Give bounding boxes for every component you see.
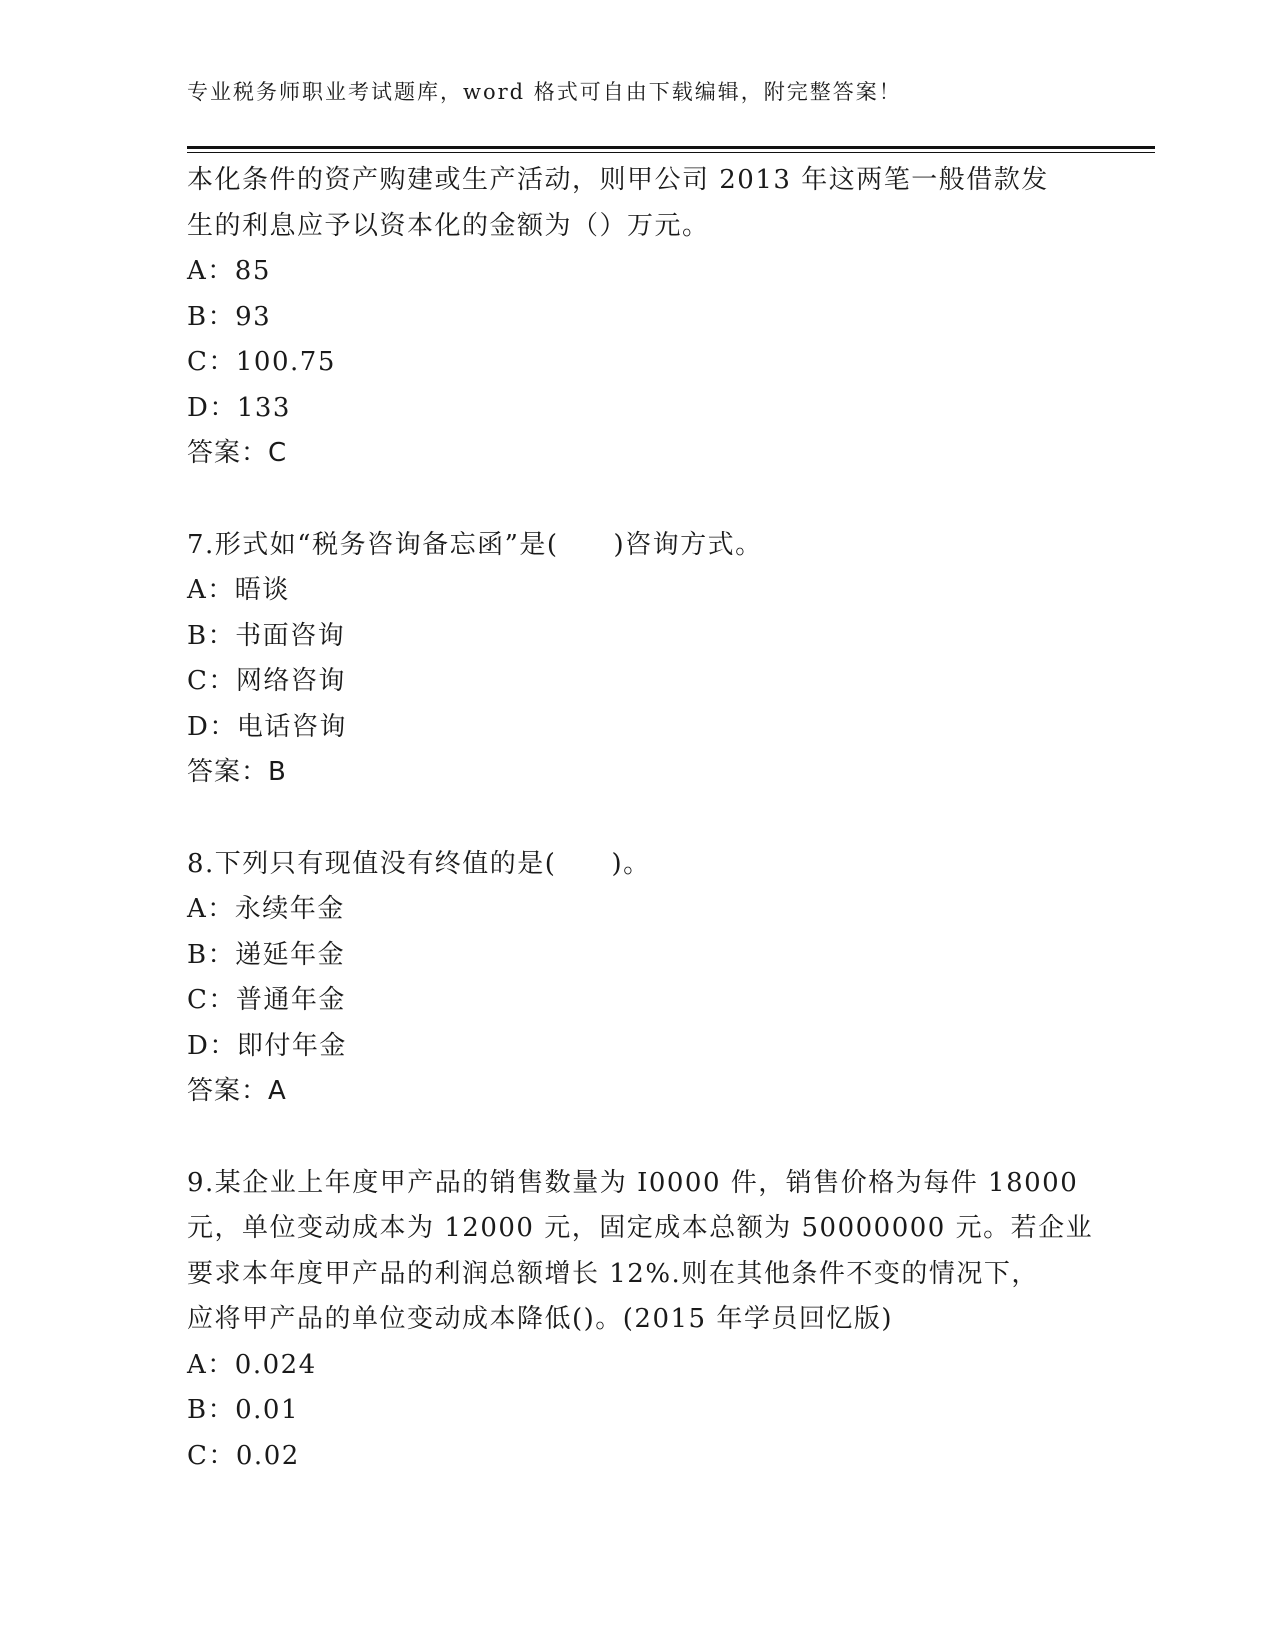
question-6-block <box>187 158 1087 477</box>
header-divider-thick <box>187 146 1155 149</box>
question-text-line: 应将甲产品的单位变动成本降低()。(2015 年学员回忆版) <box>187 1304 894 1334</box>
option-c: C：网络咨询 <box>187 666 346 696</box>
option-b: B：93 <box>187 301 272 332</box>
option-a: A：永续年金 <box>187 894 345 924</box>
option-d: D：电话咨询 <box>187 711 347 742</box>
page-header: 专业税务师职业考试题库，word 格式可自由下载编辑，附完整答案！ <box>187 80 902 104</box>
spacer <box>187 477 1087 523</box>
question-text-line: 元，单位变动成本为 12000 元，固定成本总额为 50000000 元。若企业 <box>187 1213 1094 1243</box>
document-body <box>187 158 1094 1479</box>
question-7-block <box>187 523 1087 796</box>
question-text-line: 生的利息应予以资本化的金额为（）万元。 <box>187 210 710 241</box>
option-a: A：晤谈 <box>187 575 290 605</box>
question-text-line: 8.下列只有现值没有终值的是( )。 <box>187 848 651 879</box>
option-c: C：普通年金 <box>187 985 346 1015</box>
option-b: B：书面咨询 <box>187 620 346 651</box>
answer-line: 答案：C <box>187 438 288 468</box>
option-a: A：0.024 <box>187 1349 317 1380</box>
question-8-block <box>187 842 1087 1115</box>
option-d: D：即付年金 <box>187 1030 347 1061</box>
question-text-line: 7.形式如“税务咨询备忘函”是( )咨询方式。 <box>187 529 763 560</box>
spacer <box>187 796 1087 842</box>
option-d: D：133 <box>187 392 291 423</box>
option-c: C：0.02 <box>187 1440 300 1471</box>
option-a: A：85 <box>187 256 271 286</box>
question-text-line: 9.某企业上年度甲产品的销售数量为 I0000 件，销售价格为每件 18000 <box>187 1167 1079 1198</box>
header-divider-thin <box>187 152 1155 153</box>
question-text-line: 要求本年度甲产品的利润总额增长 12%.则在其他条件不变的情况下， <box>187 1258 1039 1289</box>
option-b: B：0.01 <box>187 1395 299 1425</box>
question-text-line: 本化条件的资产购建或生产活动，则甲公司 2013 年这两笔一般借款发 <box>187 165 1049 195</box>
option-c: C：100.75 <box>187 347 336 377</box>
question-9-block <box>187 1161 1094 1480</box>
answer-line: 答案：B <box>187 757 287 787</box>
answer-line: 答案：A <box>187 1076 287 1106</box>
option-b: B：递延年金 <box>187 939 346 970</box>
spacer <box>187 1115 1087 1161</box>
